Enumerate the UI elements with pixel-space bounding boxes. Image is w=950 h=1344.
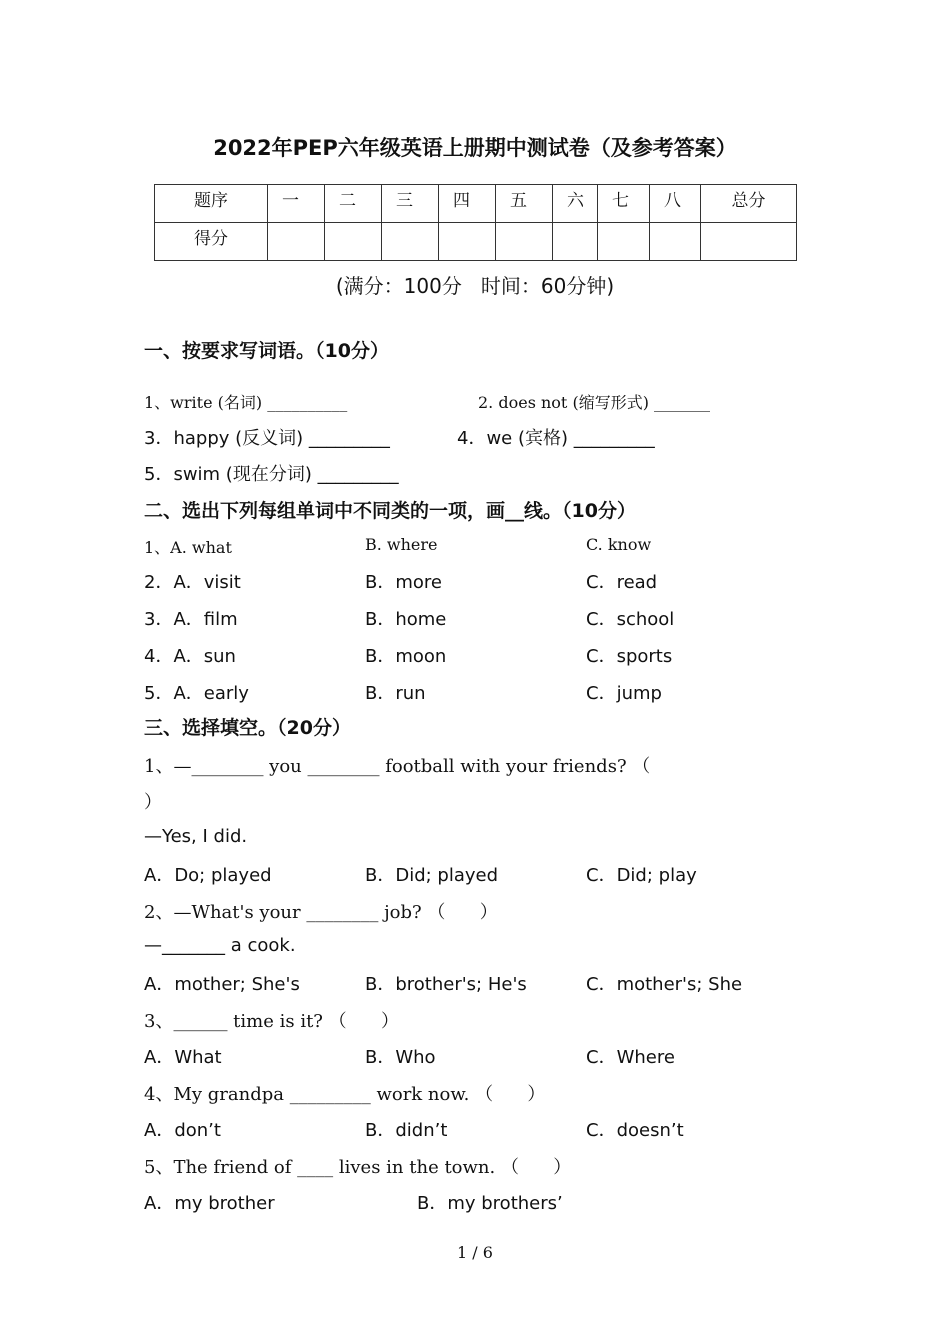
question-3-2: 2、—What's your ________ job? （ ） bbox=[144, 902, 498, 923]
option-b: B．home bbox=[365, 609, 447, 630]
score-cell[interactable] bbox=[701, 223, 797, 261]
header-cell: 一 bbox=[268, 185, 325, 223]
question-3-3: 3、______ time is it? （ ） bbox=[144, 1011, 400, 1032]
question-3-1-cont: ） bbox=[144, 792, 162, 813]
header-cell: 总分 bbox=[701, 185, 797, 223]
header-cell: 二 bbox=[325, 185, 382, 223]
score-cell[interactable] bbox=[439, 223, 496, 261]
exam-info: (满分：100分 时间：60分钟) bbox=[335, 274, 615, 298]
option-c: C．Did; play bbox=[586, 865, 697, 886]
question-1-1: 1、write (名词) __________ bbox=[144, 393, 348, 412]
option-c: C. know bbox=[586, 535, 652, 554]
section-1-heading: 一、按要求写词语。（10分） bbox=[144, 340, 389, 362]
reply-3-1: —Yes, I did. bbox=[144, 826, 248, 847]
option-b: B. where bbox=[365, 535, 438, 554]
question-1-2: 2. does not (缩写形式) _______ bbox=[478, 393, 711, 412]
score-cell[interactable] bbox=[325, 223, 382, 261]
option-b: B．Did; played bbox=[365, 865, 499, 886]
score-cell[interactable] bbox=[382, 223, 439, 261]
option-c: C．Where bbox=[586, 1047, 675, 1068]
header-cell: 题序 bbox=[155, 185, 268, 223]
option-a: A．don’t bbox=[144, 1120, 221, 1141]
header-cell: 七 bbox=[598, 185, 650, 223]
score-table-header-row bbox=[155, 185, 797, 223]
question-3-4: 4、My grandpa _________ work now. （ ） bbox=[144, 1084, 546, 1105]
option-c: C．sports bbox=[586, 646, 673, 667]
option-a: 3．A．film bbox=[144, 609, 238, 630]
score-row-label: 得分 bbox=[155, 223, 268, 261]
option-a: 2．A．visit bbox=[144, 572, 241, 593]
question-3-5: 5、The friend of ____ lives in the town. （ ） bbox=[144, 1157, 572, 1178]
option-a: A．mother; She's bbox=[144, 974, 300, 995]
option-b: B．didn’t bbox=[365, 1120, 448, 1141]
header-cell: 四 bbox=[439, 185, 496, 223]
option-b: B．moon bbox=[365, 646, 447, 667]
header-cell: 三 bbox=[382, 185, 439, 223]
option-c: C．doesn’t bbox=[586, 1120, 684, 1141]
score-table bbox=[154, 184, 797, 261]
question-1-5: 5．swim (现在分词) _________ bbox=[144, 464, 399, 485]
option-b: B．more bbox=[365, 572, 442, 593]
score-cell[interactable] bbox=[553, 223, 598, 261]
score-table-score-row bbox=[155, 223, 797, 261]
question-1-3: 3．happy (反义词) _________ bbox=[144, 428, 390, 449]
page-number: 1 / 6 bbox=[457, 1243, 493, 1262]
reply-3-2: —_______ a cook. bbox=[144, 935, 296, 956]
option-c: C．jump bbox=[586, 683, 662, 704]
option-a: 4．A．sun bbox=[144, 646, 236, 667]
option-c: C．read bbox=[586, 572, 658, 593]
score-cell[interactable] bbox=[598, 223, 650, 261]
header-cell: 五 bbox=[496, 185, 553, 223]
question-1-4: 4．we (宾格) _________ bbox=[457, 428, 655, 449]
page-title: 2022年PEP六年级英语上册期中测试卷（及参考答案） bbox=[213, 136, 737, 160]
score-cell[interactable] bbox=[496, 223, 553, 261]
option-b: B．brother's; He's bbox=[365, 974, 527, 995]
score-cell[interactable] bbox=[268, 223, 325, 261]
section-3-heading: 三、选择填空。（20分） bbox=[144, 717, 351, 739]
option-b: B．run bbox=[365, 683, 426, 704]
option-b: B．my brothers’ bbox=[417, 1193, 563, 1214]
header-cell: 八 bbox=[650, 185, 701, 223]
option-b: B．Who bbox=[365, 1047, 436, 1068]
option-a: A．my brother bbox=[144, 1193, 275, 1214]
option-a: 5．A．early bbox=[144, 683, 249, 704]
score-cell[interactable] bbox=[650, 223, 701, 261]
header-cell: 六 bbox=[553, 185, 598, 223]
option-a: 1、A. what bbox=[144, 538, 232, 557]
option-c: C．mother's; She bbox=[586, 974, 743, 995]
section-2-heading: 二、选出下列每组单词中不同类的一项，画__线。（10分） bbox=[144, 500, 636, 522]
option-a: A．What bbox=[144, 1047, 222, 1068]
question-3-1: 1、—________ you ________ football with your friends? （ bbox=[144, 756, 651, 777]
option-a: A．Do; played bbox=[144, 865, 272, 886]
option-c: C．school bbox=[586, 609, 675, 630]
